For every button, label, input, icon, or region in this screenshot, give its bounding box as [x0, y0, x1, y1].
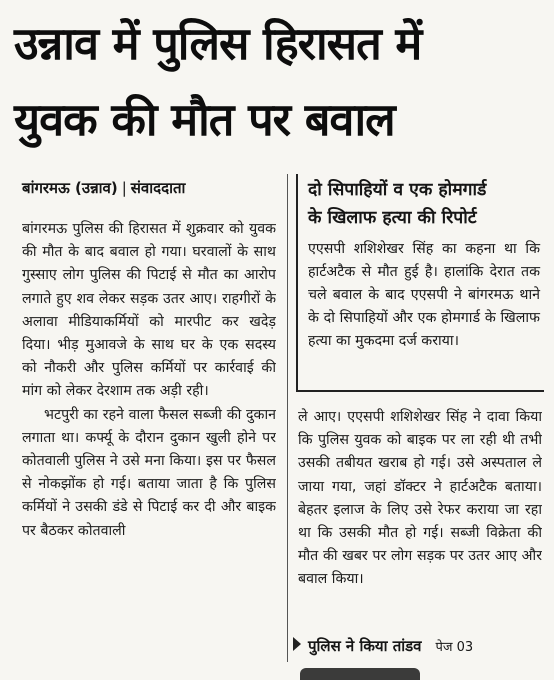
continued-link-text: पुलिस ने किया तांडव — [308, 637, 422, 655]
byline-reporter: संवाददाता — [130, 179, 186, 197]
triangle-right-icon — [292, 636, 302, 656]
byline-separator: | — [121, 179, 127, 197]
column-divider — [287, 174, 288, 662]
box-heading-line-2: के खिलाफ हत्या की रिपोर्ट — [308, 208, 477, 228]
box-heading — [308, 176, 544, 232]
right-column — [298, 406, 542, 632]
headline — [14, 6, 542, 158]
box-body: एएसपी शशिशेखर सिंह का कहना था कि हार्टअटैक से मौत हुई है। हालांकि देरात तक चले बवाल के बाद एएसपी ने बांगरमऊ थाने के दो सिपाहियों और एक होमगार्ड के खिलाफ हत्या का मुकदमा दर्ज कराया। — [308, 241, 540, 349]
cropped-next-headline — [300, 668, 420, 680]
byline-location: बांगरमऊ (उन्नाव) — [22, 179, 118, 197]
left-paragraph-1: बांगरमऊ पुलिस की हिरासत में शुक्रवार को युवक की मौत के बाद बवाल हो गया। घरवालों के साथ गुस्साए लोग पुलिस की पिटाई से मौत का आरोप लगाते हुए शव लेकर सड़क उतर आए। राहगीरों के अलावा मीडियाकर्मियों को मारपीट कर खदेड़ दिया। भीड़ मुआवजे के साथ घर के एक सदस्य को नौकरी और पुलिस कर्मियों पर कार्रवाई की मांग को लेकर देरशाम तक अड़ी रही। — [22, 221, 276, 400]
byline — [22, 178, 185, 198]
headline-line-1: उन्नाव में पुलिस हिरासत में — [14, 17, 422, 70]
box-heading-line-1: दो सिपाहियों व एक होमगार्ड — [308, 180, 487, 200]
right-paragraph: ले आए। एएसपी शशिशेखर सिंह ने दावा किया कि पुलिस युवक को बाइक पर ला रही थी तभी उसकी तबीयत खराब हो गई। उसे अस्पताल ले जाया गया, जहां डॉक्टर ने हार्टअटैक बताया। बेहतर इलाज के लिए उसे रेफर कराया जा रहा था कि उसकी मौत हो गई। सब्जी विक्रेता की मौत की खबर पर लोग सड़क पर उतर आए और बवाल किया। — [298, 409, 542, 588]
page-reference: पेज 03 — [435, 640, 474, 655]
left-column — [22, 218, 276, 664]
sidebar-box — [296, 174, 544, 392]
headline-line-2: युवक की मौत पर बवाल — [14, 93, 395, 146]
continued-link[interactable] — [292, 636, 473, 656]
left-paragraph-2: भटपुरी का रहने वाला फैसल सब्जी की दुकान लगाता था। कर्फ्यू के दौरान दुकान खुली होने पर कोतवाली पुलिस ने उसे मना किया। इस पर फैसल से नोकझोंक हो गई। बताया जाता है कि पुलिस कर्मियों ने उसकी डंडे से पिटाई कर दी और बाइक पर बैठकर कोतवाली — [22, 406, 276, 539]
